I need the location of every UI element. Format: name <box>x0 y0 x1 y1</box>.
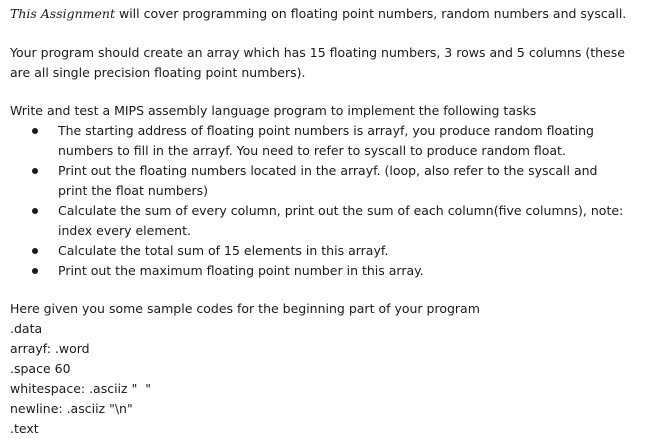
task-text: Calculate the total sum of 15 elements in this arrayf. <box>58 243 389 258</box>
task-text: Calculate the sum of every column, print out the sum of each column(five columns), note: <box>58 203 624 218</box>
bullet-icon <box>32 168 38 174</box>
task-text: numbers to fill in the arrayf. You need to refer to syscall to produce random float. <box>58 143 566 158</box>
task-text: print the float numbers) <box>58 183 209 198</box>
code-line: .text <box>10 421 39 436</box>
sample-code-lead: Here given you some sample codes for the beginning part of your program <box>10 301 480 316</box>
bullet-icon <box>32 268 38 274</box>
bullet-icon <box>32 208 38 214</box>
bullet-icon <box>32 128 38 134</box>
task-text: Print out the floating numbers located in the arrayf. (loop, also refer to the syscall and <box>58 163 598 178</box>
code-line: .space 60 <box>10 361 71 376</box>
task-text: index every element. <box>58 223 191 238</box>
code-line: whitespace: .asciiz " " <box>10 381 152 396</box>
task-text: Print out the maximum floating point number in this array. <box>58 263 424 278</box>
task-text: The starting address of floating point numbers is arrayf, you produce random floating <box>58 123 594 138</box>
tasks-lead: Write and test a MIPS assembly language program to implement the following tasks <box>10 103 537 118</box>
bullet-icon <box>32 248 38 254</box>
code-line: newline: .asciiz "\n" <box>10 401 133 416</box>
intro-line <box>10 4 626 24</box>
paragraph-1-line-2: are all single precision floating point numbers). <box>10 65 306 80</box>
code-line: arrayf: .word <box>10 341 90 356</box>
intro-emphasis: This Assignment <box>10 6 116 21</box>
intro-rest: will cover programming on floating point numbers, random numbers and syscall. <box>115 6 627 21</box>
code-line: .data <box>10 321 43 336</box>
paragraph-1-line-1: Your program should create an array which has 15 floating numbers, 3 rows and 5 columns (these <box>10 45 625 60</box>
